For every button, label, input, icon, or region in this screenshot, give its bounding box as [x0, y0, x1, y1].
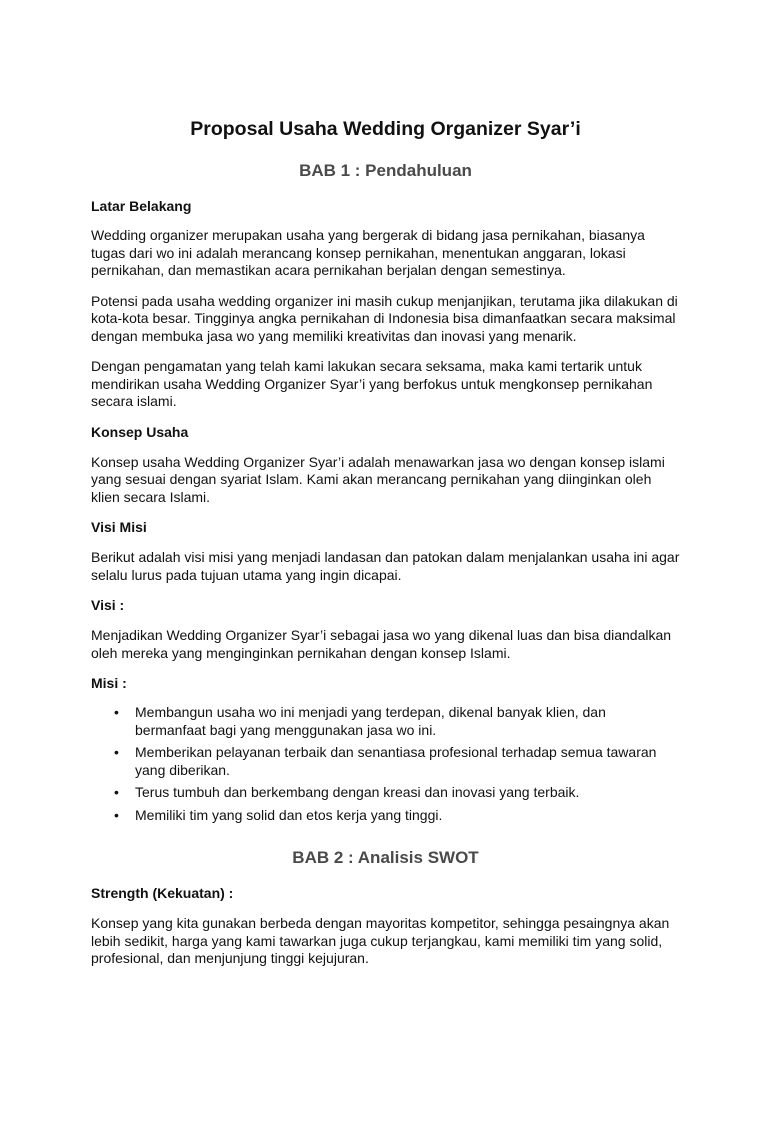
list-item — [114, 784, 680, 802]
paragraph-visi: Menjadikan Wedding Organizer Syar’i sebagai jasa wo yang dikenal luas dan bisa diandalkan oleh mereka yang menginginkan pernikahan dengan konsep Islami. — [91, 627, 672, 661]
list-item — [114, 744, 680, 779]
list-item-text: Memiliki tim yang solid dan etos kerja yang tinggi. — [135, 806, 443, 823]
bullet-icon: • — [114, 806, 119, 823]
list-item-text: Terus tumbuh dan berkembang dengan kreasi dan inovasi yang terbaik. — [135, 784, 580, 800]
list-item-text: Memberikan pelayanan terbaik dan senantiasa profesional terhadap semua tawaran yang diberikan. — [135, 744, 657, 778]
paragraph-latar-2: Potensi pada usaha wedding organizer ini masih cukup menjanjikan, terutama jika dilakukan di kota-kota besar. Tingginya angka pernikahan di Indonesia bisa dimanfaatkan secara maksimal dengan membuka jasa wo yang memiliki kreativitas dan inovasi yang menarik. — [91, 292, 678, 344]
paragraph-latar-1: Wedding organizer merupakan usaha yang bergerak di bidang jasa pernikahan, biasanya tugas dari wo ini adalah merancang konsep pernikahan, menentukan anggaran, lokasi pernikahan, dan memastikan acara pernikahan berjalan dengan semestinya. — [91, 227, 645, 278]
paragraph-konsep: Konsep usaha Wedding Organizer Syar’i adalah menawarkan jasa wo dengan konsep islami yang sesuai dengan syariat Islam. Kami akan merancang pernikahan yang diinginkan oleh klien secara Islami. — [91, 453, 665, 505]
document-page — [0, 116, 768, 1140]
list-item — [114, 806, 680, 825]
document-title: Proposal Usaha Wedding Organizer Syar’i — [190, 118, 581, 140]
bullet-icon: • — [114, 744, 119, 760]
section-heading-visi-misi: Visi Misi — [91, 519, 147, 535]
chapter-title-bab2: BAB 2 : Analisis SWOT — [292, 848, 479, 867]
section-heading-konsep-usaha: Konsep Usaha — [91, 423, 189, 440]
bullet-icon: • — [114, 704, 119, 720]
misi-list — [91, 704, 680, 824]
chapter-title-bab1: BAB 1 : Pendahuluan — [299, 161, 472, 180]
section-heading-misi: Misi : — [91, 675, 127, 691]
paragraph-strength: Konsep yang kita gunakan berbeda dengan mayoritas kompetitor, sehingga pesaingnya akan lebih sedikit, harga yang kami tawarkan juga cukup terjangkau, kami memiliki tim yang solid, profesional, dan menjunjung tinggi kejujuran. — [91, 915, 670, 966]
paragraph-visi-misi: Berikut adalah visi misi yang menjadi landasan dan patokan dalam menjalankan usaha ini agar selalu lurus pada tujuan utama yang ingin dicapai. — [91, 549, 680, 583]
list-item-text: Membangun usaha wo ini menjadi yang terdepan, dikenal banyak klien, dan bermanfaat bagi yang menggunakan jasa wo ini. — [135, 704, 606, 738]
section-heading-latar-belakang: Latar Belakang — [91, 198, 192, 214]
section-heading-visi: Visi : — [91, 597, 125, 613]
paragraph-latar-3: Dengan pengamatan yang telah kami lakukan secara seksama, maka kami tertarik untuk mendirikan usaha Wedding Organizer Syar’i yang berfokus untuk mengkonsep pernikahan secara islami. — [91, 358, 653, 409]
list-item — [114, 704, 680, 739]
bullet-icon: • — [114, 784, 119, 800]
section-heading-strength: Strength (Kekuatan) : — [91, 885, 234, 901]
